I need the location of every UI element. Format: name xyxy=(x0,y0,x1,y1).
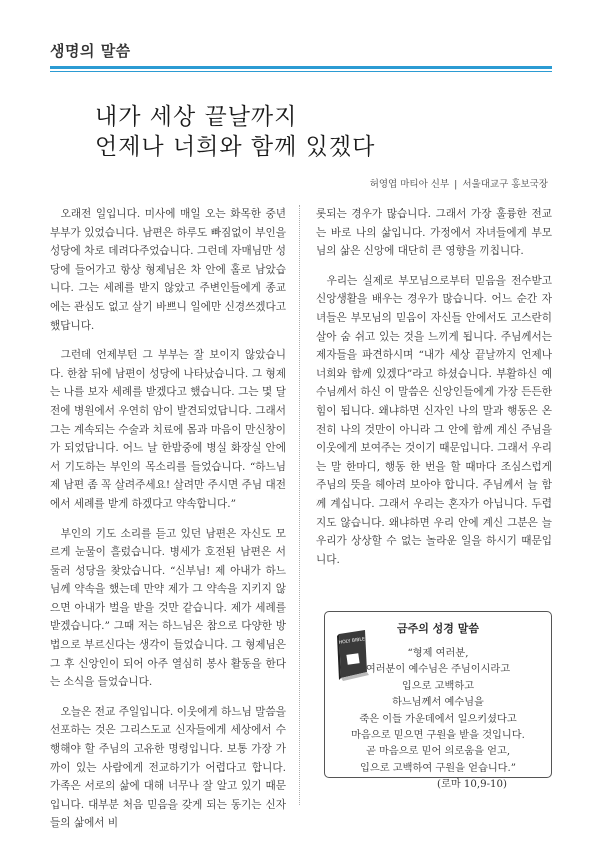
byline-separator: | xyxy=(454,179,458,190)
verse-line: 죽은 이들 가운데에서 일으키셨다고 xyxy=(359,713,517,725)
body-paragraph: 오래전 일입니다. 미사에 매일 오는 화목한 중년 부부가 있었습니다. 남편은 하루도 빠짐없이 부인을 성당에 차로 데려다주었습니다. 그런데 자매님만 성당에 들어가고 항상 형제님은 차 안에 홀로 남았습니다. 그는 세례를 받지 않았고 주변인들에게 종교에는 관심도 없고 살기 바쁘니 일에만 신경쓰겠다고 했답니다. xyxy=(50,208,286,332)
body-paragraph: 그런데 언제부턴 그 부부는 잘 보이지 않았습니다. 한참 뒤에 남편이 성당에 나타났습니다. 그 형제는 나를 보자 세례를 받겠다고 했습니다. 그는 몇 달 전에 병원에서 우연히 암이 발견되었답니다. 그래서 그는 계속되는 수술과 치료에 몸과 마음이 만신창이가 되었답니다. 어느 날 한밤중에 병실 화장실 안에서 기도하는 부인의 목소리를 들었습니다. “하느님 제 남편 좀 꼭 살려주세요! 살려만 주시면 주님 대전에서 세례를 받게 하겠다고 약속합니다.” xyxy=(50,349,286,510)
section-title: 생명의 말씀 xyxy=(50,42,131,60)
article-column-left xyxy=(50,205,286,844)
verse-line: 여러분이 예수님은 주님이시라고 xyxy=(365,664,511,676)
header-rule-thin xyxy=(50,71,552,72)
body-paragraph: 오늘은 전교 주일입니다. 이웃에게 하느님 말씀을 선포하는 것은 그리스도교 신자들에게 세상에서 수행해야 할 주님의 고유한 명령입니다. 보통 가장 가까이 있는 사람에게 전교하기가 어렵다고 합니다. 가족은 서로의 삶에 대해 너무나 잘 알고 있기 때문입니다. 대부분 처음 믿음을 갖게 되는 동기는 신자들의 삶에서 비 xyxy=(50,705,286,830)
body-paragraph: 부인의 기도 소리를 듣고 있던 남편은 자신도 모르게 눈물이 흘렀습니다. 병세가 호전된 남편은 서둘러 성당을 찾았습니다. “신부님! 제 아내가 하느님께 약속을 했는데 만약 제가 그 약속을 지키지 않으면 아내가 벌을 받을 것만 같습니다. 제가 세례를 받겠습니다.” 그때 저는 하느님은 참으로 다양한 방법으로 부르신다는 생각이 들었습니다. 그 형제님은 그 후 신앙인이 되어 아주 열심히 봉사 활동을 한다는 소식을 들었습니다. xyxy=(50,527,286,689)
body-paragraph: 우리는 실제로 부모님으로부터 믿음을 전수받고 신앙생활을 배우는 경우가 많습니다. 어느 순간 자녀들은 부모님의 믿음이 자신들 안에서도 고스란히 살아 숨 쉬고 있는 것을 느끼게 됩니다. 주님께서는 제자들을 파견하시며 “내가 세상 끝날까지 언제나 너희와 함께 있겠다”라고 하셨습니다. 부활하신 예수님께서 하신 이 말씀은 신앙인들에게 가장 든든한 힘이 됩니다. 왜냐하면 신자인 나의 말과 행동은 온전히 나의 것만이 아니라 그 안에 함께 계신 주님을 이웃에게 보여주는 것이기 때문입니다. 그래서 우리는 말 한마디, 행동 한 번을 할 때마다 조심스럽게 주님의 뜻을 헤아려 보아야 합니다. 주님께서 늘 함께 계십니다. 그래서 우리는 혼자가 아닙니다. 두렵지도 않습니다. 왜냐하면 우리 안에 계신 그분은 늘 우리가 상상할 수 없는 놀라운 일을 하시기 때문입니다. xyxy=(316,274,552,566)
article-title xyxy=(95,102,375,162)
verse-reference: (로마 10,9-10) xyxy=(437,779,507,791)
byline xyxy=(370,176,548,190)
verse-line: “형제 여러분, xyxy=(407,648,469,659)
body-paragraph: 롯되는 경우가 많습니다. 그래서 가장 훌륭한 전교는 바로 나의 삶입니다. 가정에서 자녀들에게 부모님의 삶은 신앙에 대단히 큰 영향을 끼칩니다. xyxy=(316,208,552,258)
byline-author: 허영엽 마티아 신부 xyxy=(369,179,450,190)
bible-box-title: 금주의 성경 말씀 xyxy=(396,622,480,635)
weekly-bible-verse-box xyxy=(324,611,552,791)
bible-verse xyxy=(325,646,551,794)
verse-line: 곧 마음으로 믿어 의로움을 얻고, xyxy=(365,746,511,758)
bible-icon-label: HOLY BIBLE xyxy=(338,637,366,646)
verse-line: 입으로 고백하여 구원을 얻습니다.” xyxy=(360,762,516,774)
verse-line: 하느님께서 예수님을 xyxy=(392,697,484,709)
article-title-line-1: 내가 세상 끝날까지 xyxy=(95,104,298,130)
verse-line: 입으로 고백하고 xyxy=(401,680,475,692)
column-divider xyxy=(299,205,300,805)
article-title-line-2: 언제나 너희와 함께 있겠다 xyxy=(95,134,376,160)
header-rule xyxy=(50,66,552,69)
byline-role: 서울대교구 홍보국장 xyxy=(462,179,548,190)
article-column-right xyxy=(316,205,552,580)
verse-line: 마음으로 믿으면 구원을 받을 것입니다. xyxy=(351,730,525,742)
